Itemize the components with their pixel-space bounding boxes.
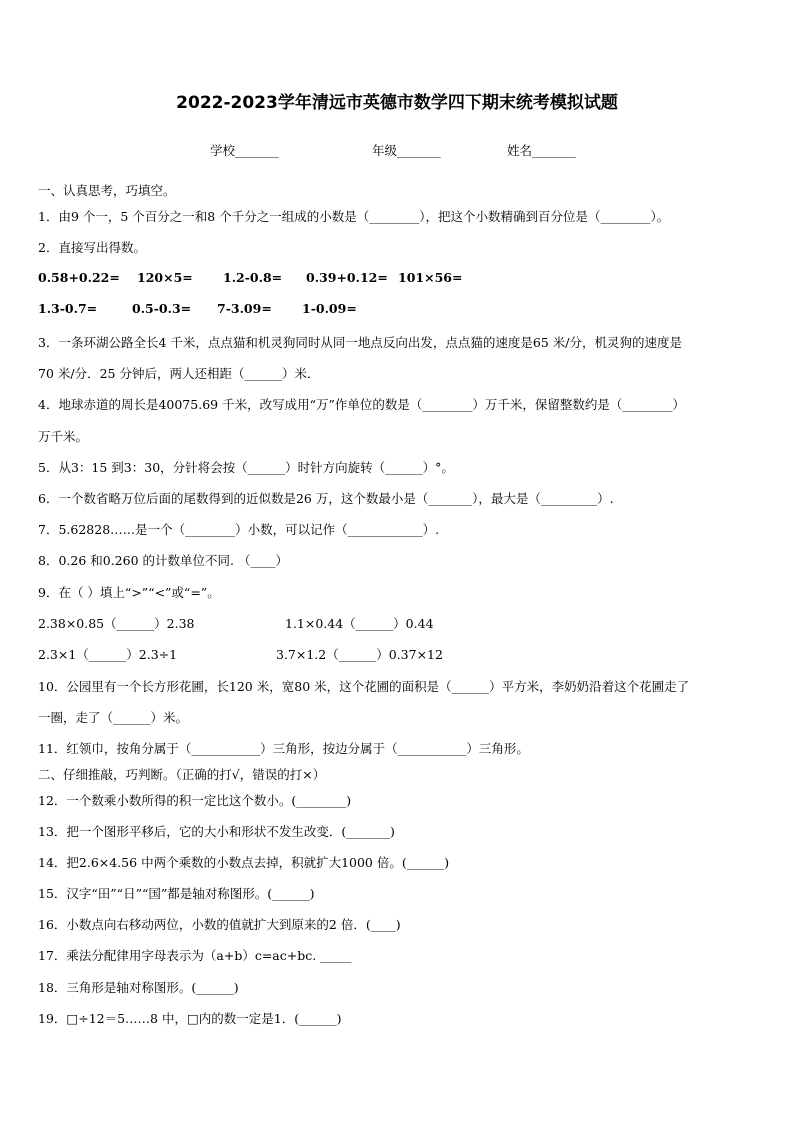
- calc-item: 7-3.09=: [217, 301, 272, 316]
- question-4-line-1: 4．地球赤道的周长是40075.69 千米，改写成用“万”作单位的数是（________）万千米，保留整数约是（________）: [38, 397, 685, 412]
- compare-item: 2.38×0.85（______）2.38: [38, 616, 195, 631]
- compare-item: 3.7×1.2（______）0.37×12: [276, 647, 443, 662]
- question-16: 16．小数点向右移动两位，小数的值就扩大到原来的2 倍．(____): [38, 917, 401, 932]
- question-10-line-1: 10．公园里有一个长方形花圃，长120 米，宽80 米，这个花圃的面积是（______）平方米，李奶奶沿着这个花圃走了: [38, 679, 690, 694]
- question-2: 2．直接写出得数。: [38, 240, 146, 255]
- question-10-line-2: 一圈，走了（______）米。: [38, 710, 189, 725]
- compare-item: 2.3×1（______）2.3÷1: [38, 647, 178, 662]
- school-field: 学校_______: [210, 143, 279, 158]
- question-9: 9．在（ ）填上“>”“<”或“=”。: [38, 585, 220, 600]
- question-4-line-2: 万千米。: [38, 429, 89, 444]
- question-14: 14．把2.6×4.56 中两个乘数的小数点去掉，积就扩大1000 倍。(______): [38, 855, 450, 870]
- section-heading-fill-in: 一、认真思考，巧填空。: [38, 183, 176, 198]
- page-title: 2022-2023学年清远市英德市数学四下期末统考模拟试题: [176, 93, 618, 113]
- calc-item: 1-0.09=: [302, 301, 357, 316]
- question-3-line-1: 3．一条环湖公路全长4 千米，点点猫和机灵狗同时从同一地点反向出发，点点猫的速度是65 米/分，机灵狗的速度是: [38, 335, 682, 350]
- question-7: 7．5.62828……是一个（________）小数，可以记作（____________）.: [38, 522, 440, 537]
- question-15: 15．汉字“田”“日”“国”都是轴对称图形。(______): [38, 886, 315, 901]
- question-5: 5．从3：15 到3：30，分针将会按（______）时针方向旋转（______）°。: [38, 460, 454, 475]
- question-19: 19．□÷12＝5……8 中，□内的数一定是1．(______): [38, 1011, 342, 1026]
- section-heading-judge: 二、仔细推敲，巧判断。（正确的打√，错误的打×）: [38, 767, 326, 782]
- compare-item: 1.1×0.44（______）0.44: [285, 616, 434, 631]
- question-11: 11．红领巾，按角分属于（___________）三角形，按边分属于（___________）三角形。: [38, 741, 529, 756]
- grade-field: 年级_______: [372, 143, 441, 158]
- calc-item: 1.3-0.7=: [38, 301, 98, 316]
- calc-item: 120×5=: [137, 270, 193, 285]
- question-18: 18．三角形是轴对称图形。(______): [38, 980, 239, 995]
- calc-item: 1.2-0.8=: [223, 270, 283, 285]
- name-field: 姓名_______: [507, 143, 576, 158]
- calc-item: 101×56=: [398, 270, 463, 285]
- question-13: 13．把一个图形平移后，它的大小和形状不发生改变．(_______): [38, 824, 395, 839]
- question-1: 1．由9 个一，5 个百分之一和8 个千分之一组成的小数是（________），把这个小数精确到百分位是（________）。: [38, 209, 670, 224]
- question-8: 8．0.26 和0.260 的计数单位不同. （____）: [38, 553, 288, 568]
- calc-item: 0.5-0.3=: [132, 301, 192, 316]
- question-12: 12．一个数乘小数所得的积一定比这个数小。(________): [38, 793, 352, 808]
- question-17: 17．乘法分配律用字母表示为（a+b）c=ac+bc. _____: [38, 948, 352, 963]
- question-3-line-2: 70 米/分．25 分钟后，两人还相距（______）米．: [38, 366, 320, 381]
- calc-item: 0.58+0.22=: [38, 270, 120, 285]
- calc-item: 0.39+0.12=: [306, 270, 388, 285]
- question-6: 6．一个数省略万位后面的尾数得到的近似数是26 万，这个数最小是（_______），最大是（_________）.: [38, 491, 614, 506]
